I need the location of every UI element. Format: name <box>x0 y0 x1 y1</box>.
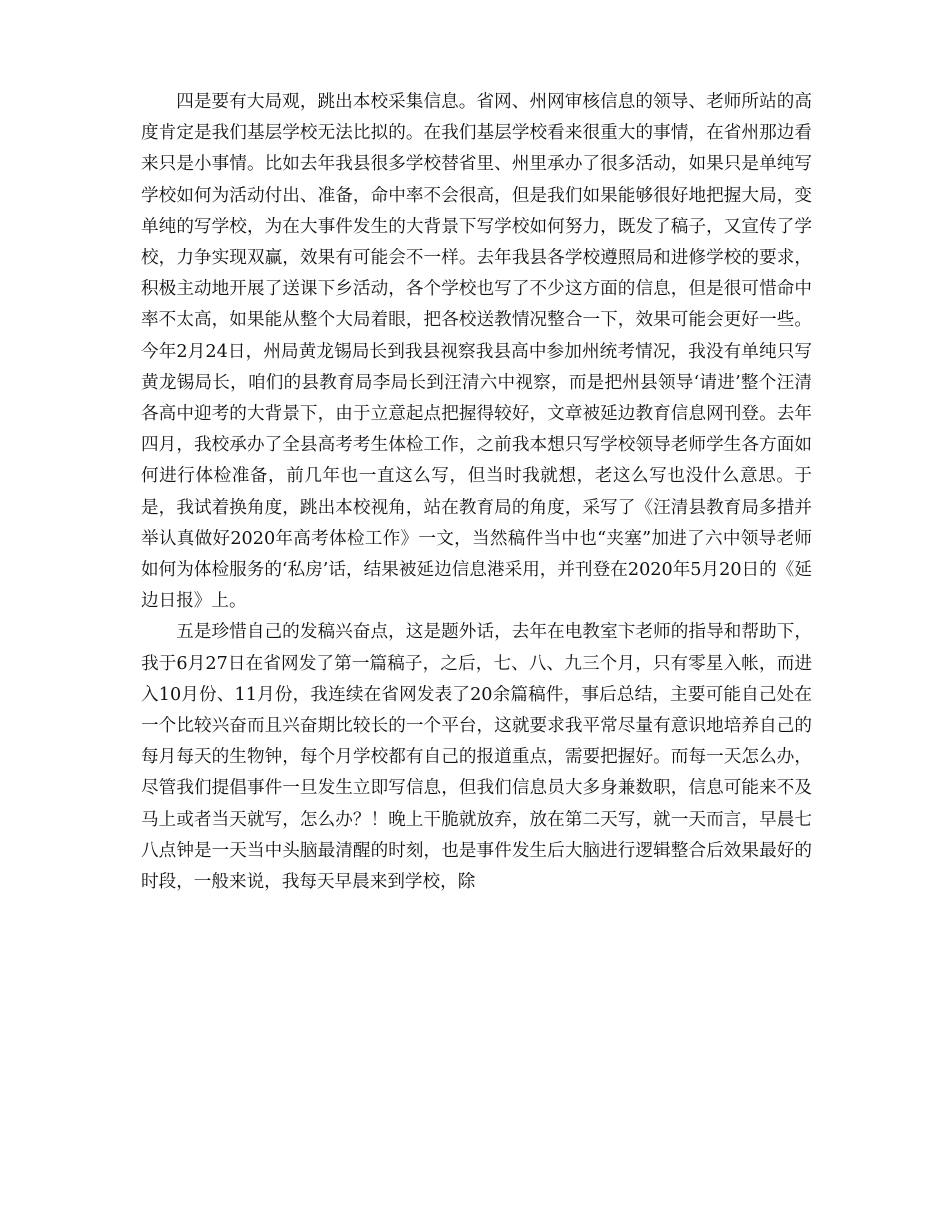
document-body <box>141 87 812 898</box>
paragraph-5: 五是珍惜自己的发稿兴奋点，这是题外话，去年在电教室卞老师的指导和帮助下，我于6月27日在省网发了第一篇稿子，之后，七、八、九三个月，只有零星入帐，而进入10月份、11月份，我连续在省网发表了20余篇稿件，事后总结，主要可能自己处在一个比较兴奋而且兴奋期比较长的一个平台，这就要求我平常尽量有意识地培养自己的每月每天的生物钟，每个月学校都有自己的报道重点，需要把握好。而每一天怎么办，尽管我们提倡事件一旦发生立即写信息，但我们信息员大多身兼数职，信息可能来不及马上或者当天就写，怎么办？！晚上干脆就放弃，放在第二天写，就一天而言，早晨七八点钟是一天当中头脑最清醒的时刻，也是事件发生后大脑进行逻辑整合后效果最好的时段，一般来说，我每天早晨来到学校，除 <box>141 622 812 893</box>
paragraph-4: 四是要有大局观，跳出本校采集信息。省网、州网审核信息的领导、老师所站的高度肯定是我们基层学校无法比拟的。在我们基层学校看来很重大的事情，在省州那边看来只是小事情。比如去年我县很多学校替省里、州里承办了很多活动，如果只是单纯写学校如何为活动付出、准备，命中率不会很高，但是我们如果能够很好地把握大局，变单纯的写学校，为在大事件发生的大背景下写学校如何努力，既发了稿子，又宣传了学校，力争实现双赢，效果有可能会不一样。去年我县各学校遵照局和进修学校的要求，积极主动地开展了送课下乡活动，各个学校也写了不少这方面的信息，但是很可惜命中率不太高，如果能从整个大局着眼，把各校送教情况整合一下，效果可能会更好一些。今年2月24日，州局黄龙锡局长到我县视察我县高中参加州统考情况，我没有单纯只写黄龙锡局长，咱们的县教育局李局长到汪清六中视察，而是把州县领导‘请进’整个汪清各高中迎考的大背景下，由于立意起点把握得较好，文章被延边教育信息网刊登。去年四月，我校承办了全县高考考生体检工作，之前我本想只写学校领导老师学生各方面如何进行体检准备，前几年也一直这么写，但当时我就想，老这么写也没什么意思。于是，我试着换角度，跳出本校视角，站在教育局的角度，采写了《汪清县教育局多措并举认真做好2020年高考体检工作》一文，当然稿件当中也“夹塞”加进了六中领导老师如何为体检服务的‘私房’话，结果被延边信息港采用，并刊登在2020年5月20日的《延边日报》上。 <box>141 92 812 612</box>
